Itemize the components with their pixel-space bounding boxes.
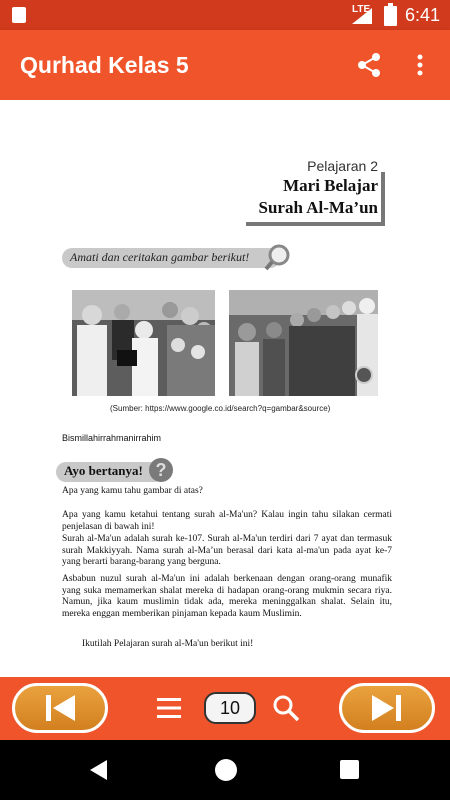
paragraph-closing: Ikutilah Pelajaran surah al-Ma'un berikut ini! (82, 639, 254, 649)
back-icon[interactable] (89, 759, 109, 781)
network-label: LTE (352, 4, 371, 15)
photo-children-queue (229, 290, 378, 396)
paragraph-asbabun-nuzul: Asbabun nuzul surah al-Ma'un ini adalah berkenaan dengan orang-orang munafik yang suka memamerkan shalat mereka di hadapan orang-orang mukmin secara riya. Namun, jika kaum muslimin tidak ada, mereka meninggalkan shalat. Selain itu, mereka enggan memberikan pinjaman kepada kaum Muslimin. (62, 574, 392, 619)
question-text: Apa yang kamu tahu gambar di atas? (62, 486, 203, 496)
app-bar (0, 30, 450, 100)
next-page-button[interactable] (339, 683, 435, 733)
system-navigation-bar (0, 740, 450, 800)
search-icon[interactable] (272, 694, 300, 722)
lesson-title-line2: Surah Al-Ma’un (258, 198, 378, 217)
skip-previous-icon (15, 686, 105, 730)
share-icon[interactable] (354, 50, 384, 80)
lesson-title-line1: Mari Belajar (283, 176, 378, 195)
skip-next-icon (342, 686, 432, 730)
section-heading: Ayo bertanya! (64, 463, 143, 478)
paragraph-intro: Apa yang kamu ketahui tentang surah al-Ma'un? Kalau ingin tahu silakan cermati penjelasan di bawah ini! (62, 510, 392, 532)
more-vert-icon[interactable] (408, 50, 432, 80)
image-source-caption: (Sumber: https://www.google.co.id/search?q=gambar&source) (110, 404, 331, 413)
previous-page-button[interactable] (12, 683, 108, 733)
clock: 6:41 (405, 5, 441, 25)
battery-icon (384, 6, 397, 26)
magnifier-icon (264, 243, 292, 271)
reader-bottom-bar (0, 677, 450, 740)
status-bar (0, 0, 450, 30)
bismillah-text: Bismillahirrahmanirrahim (62, 433, 162, 443)
home-icon[interactable] (215, 759, 237, 781)
instruction-text: Amati dan ceritakan gambar berikut! (70, 250, 250, 264)
photo-people-gathering (72, 290, 215, 396)
app-title: Qurhad Kelas 5 (20, 52, 189, 78)
book-page (0, 100, 450, 677)
menu-icon[interactable] (157, 696, 181, 720)
question-mark-icon: ? (149, 458, 173, 482)
page-number-indicator[interactable]: 10 (204, 692, 256, 724)
recent-apps-icon[interactable] (340, 760, 359, 779)
paragraph-surah-info: Surah al-Ma'un adalah surah ke-107. Surah al-Ma'un terdiri dari 7 ayat dan termasuk surah Makkiyyah. Nama surah al-Ma’un berasal dari kata al-ma'un pada ayat ke-7 yang berarti barang-barang yang berguna. (62, 534, 392, 568)
lesson-number: Pelajaran 2 (307, 158, 378, 174)
sd-card-icon (12, 7, 26, 23)
